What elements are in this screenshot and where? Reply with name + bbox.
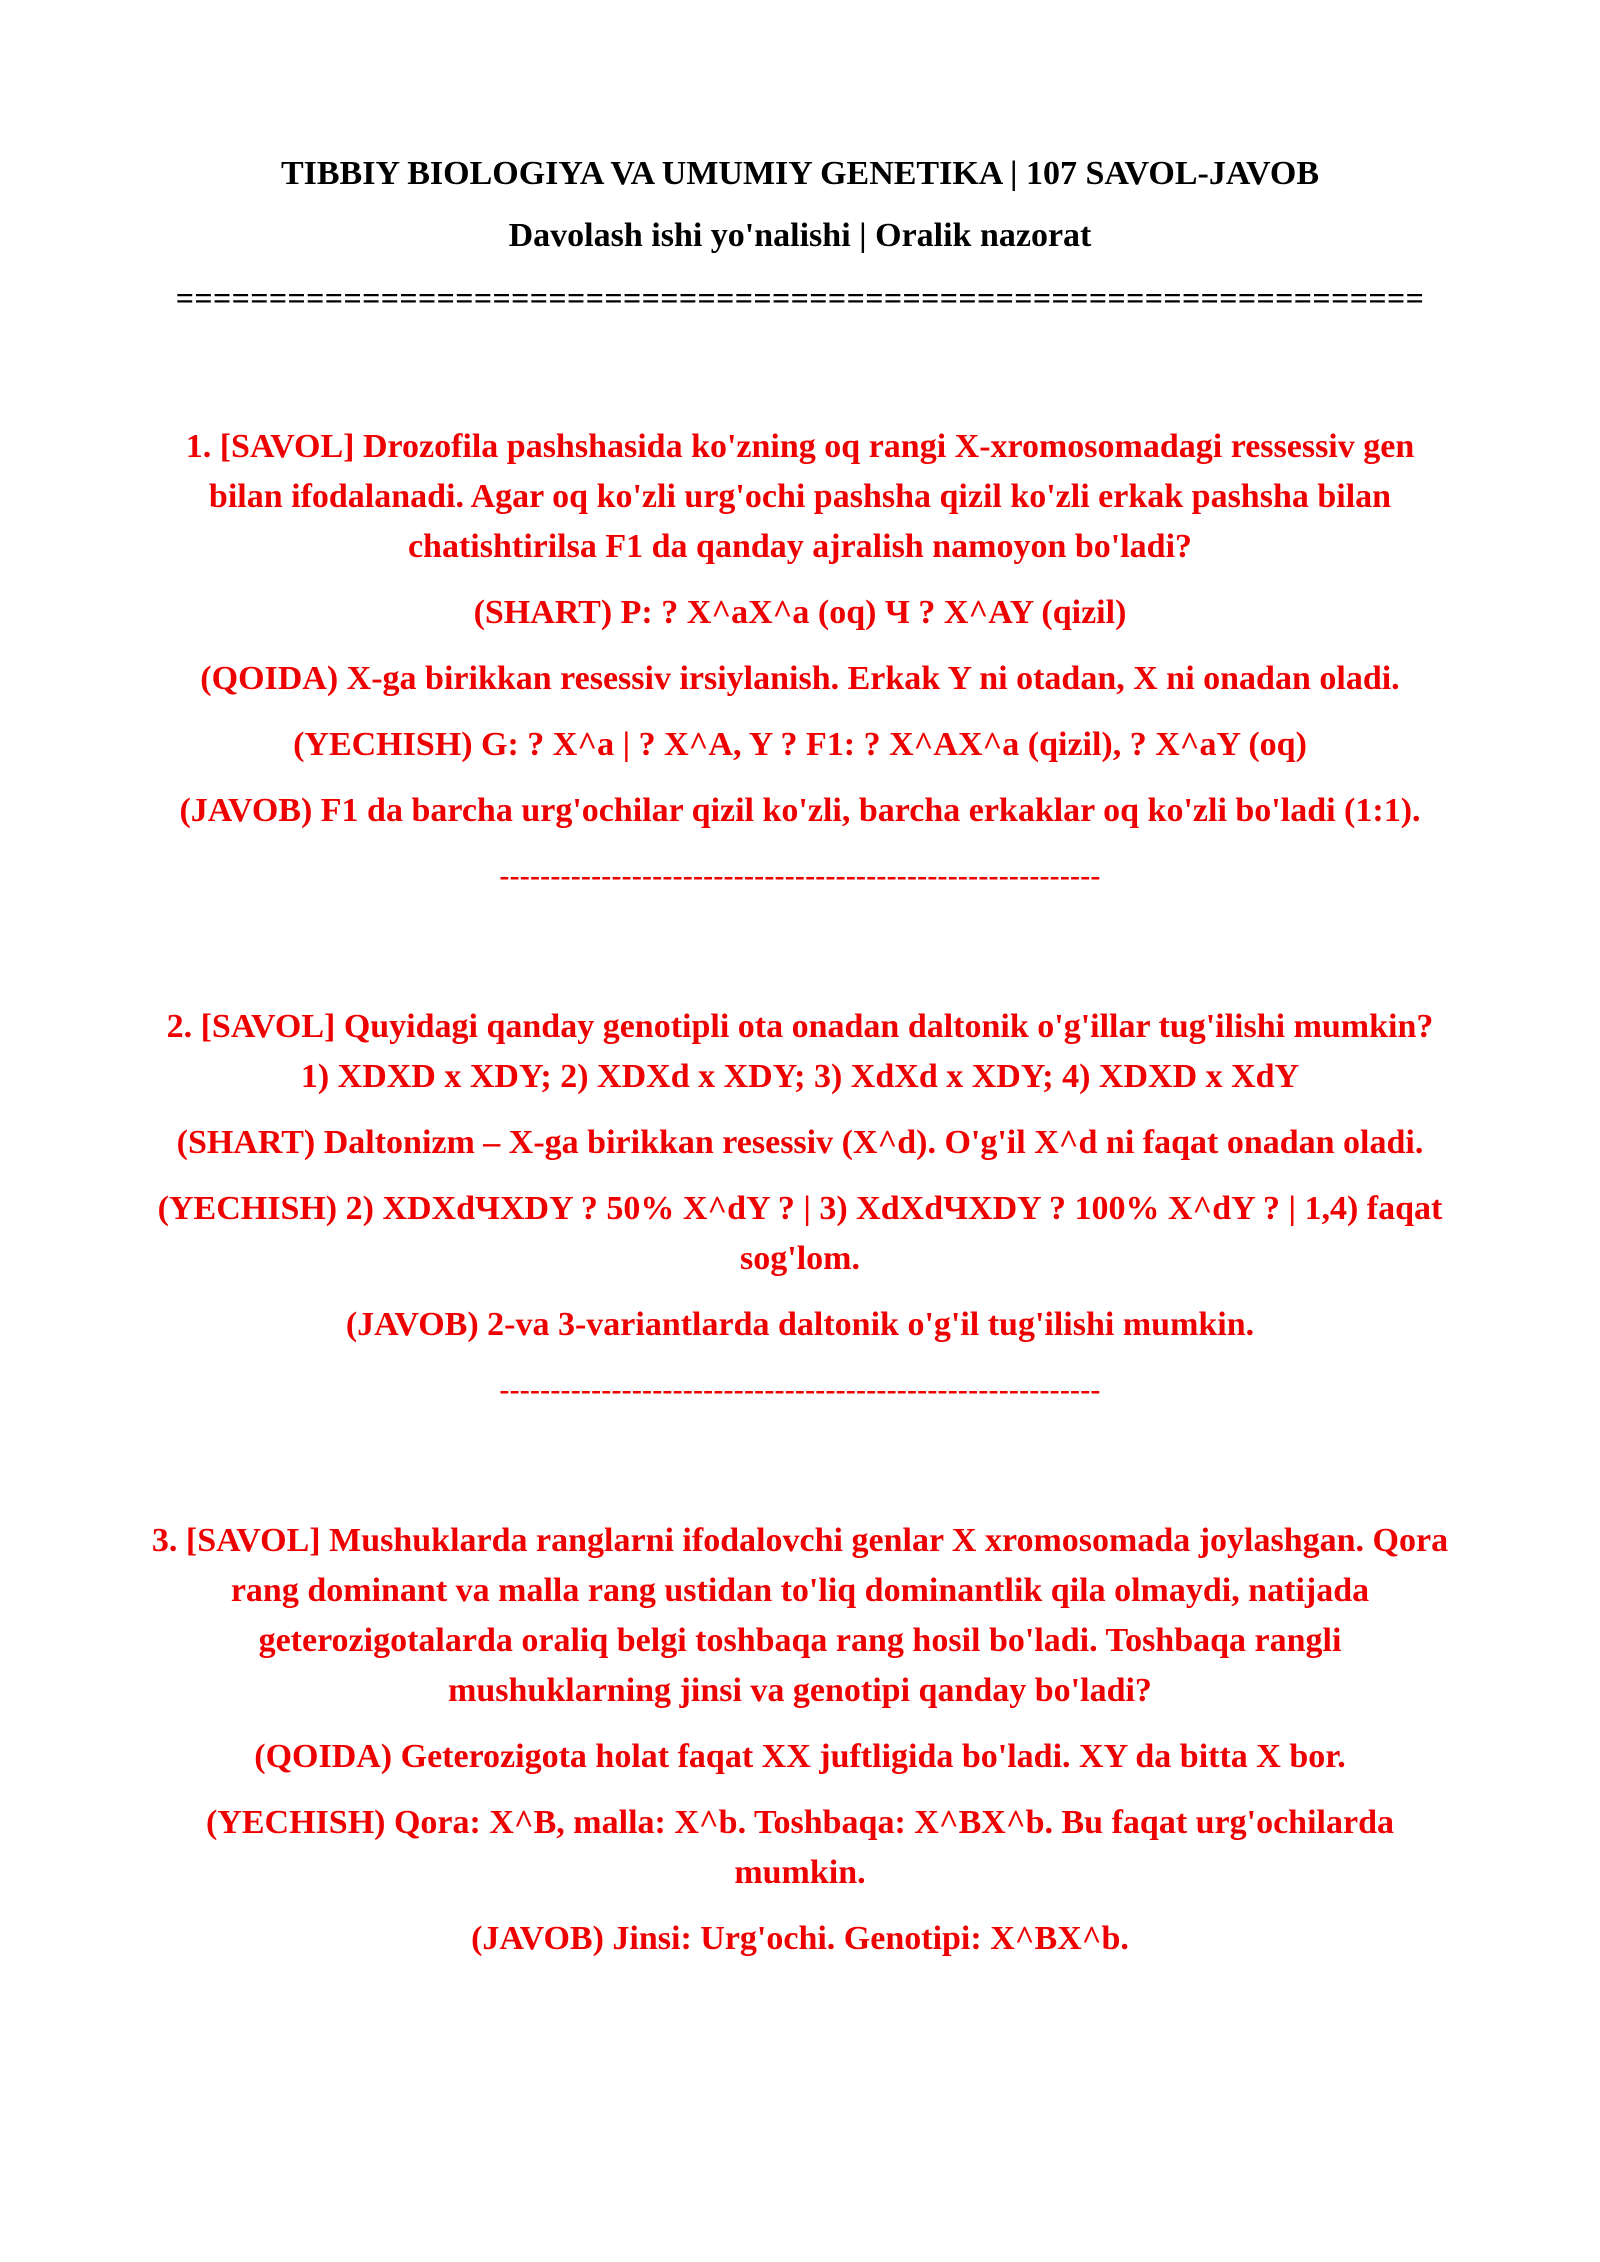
condition-text: (SHART) P: ? X^aX^a (oq) Ч ? X^AY (qizil) [473,594,1127,631]
question-separator: ----------------------------------------------------------- [499,859,1101,892]
condition-text: (SHART) Daltonizm – X-ga birikkan resessiv (X^d). O'g'il X^d ni faqat onadan oladi. [176,1124,1424,1161]
answer-text: (JAVOB) Jinsi: Urg'ochi. Genotipi: X^BX^b. [471,1920,1129,1957]
rule-text: (QOIDA) X-ga birikkan resessiv irsiylanish. Erkak Y ni otadan, X ni onadan oladi. [200,660,1400,697]
question-block-3 [150,1516,1450,1964]
question-text: 1. [SAVOL] Drozofila pashshasida ko'zning oq rangi X-xromosomadagi ressessiv gen bilan ifodalanadi. Agar oq ko'zli urg'ochi pashsha qizil ko'zli erkak pashsha bilan chatishtirilsa F1 da qanday ajralish namoyon bo'ladi? [185,428,1415,565]
document-title: TIBBIY BIOLOGIYA VA UMUMIY GENETIKA | 107 SAVOL-JAVOB [280,155,1320,192]
question-separator: ----------------------------------------------------------- [499,1373,1101,1406]
question-block-1 [150,422,1450,900]
rule-text: (QOIDA) Geterozigota holat faqat XX juftligida bo'ladi. XY da bitta X bor. [254,1738,1346,1775]
header-rule: =================================================================== [175,280,1425,316]
question-block-2 [150,1002,1450,1414]
answer-text: (JAVOB) F1 da barcha urg'ochilar qizil ko'zli, barcha erkaklar oq ko'zli bo'ladi (1:1). [179,792,1421,829]
answer-text: (JAVOB) 2-va 3-variantlarda daltonik o'g'il tug'ilishi mumkin. [345,1306,1255,1343]
question-text: 3. [SAVOL] Mushuklarda ranglarni ifodalovchi genlar X xromosomada joylashgan. Qora rang dominant va malla rang ustidan to'liq dominantlik qila olmaydi, natijada geterozigotalarda oraliq belgi toshbaqa rang hosil bo'ladi. Toshbaqa rangli mushuklarning jinsi va genotipi qanday bo'ladi? [151,1522,1449,1709]
solution-text: (YECHISH) 2) XDXdЧXDY ? 50% X^dY ? | 3) XdXdЧXDY ? 100% X^dY ? | 1,4) faqat sog'lom. [157,1190,1443,1277]
solution-text: (YECHISH) Qora: X^B, malla: X^b. Toshbaqa: X^BX^b. Bu faqat urg'ochilarda mumkin. [206,1804,1394,1891]
document-subtitle: Davolash ishi yo'nalishi | Oralik nazorat [508,217,1092,254]
question-text: 2. [SAVOL] Quyidagi qanday genotipli ota onadan daltonik o'g'illar tug'ilishi mumkin? 1) XDXD x XDY; 2) XDXd x XDY; 3) XdXd x XDY; 4) XDXD x XdY [166,1008,1434,1095]
solution-text: (YECHISH) G: ? X^a | ? X^A, Y ? F1: ? X^AX^a (qizil), ? X^aY (oq) [293,726,1307,763]
